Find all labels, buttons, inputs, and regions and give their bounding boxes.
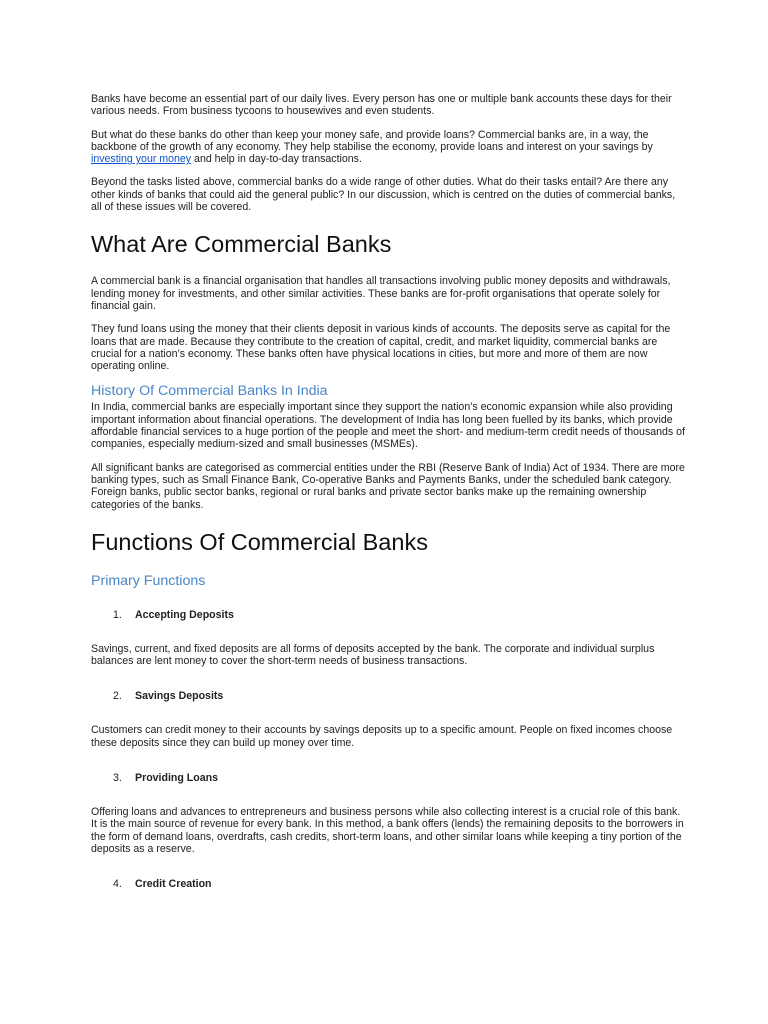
intro-paragraph-2-end: and help in day-to-day transactions. bbox=[191, 153, 362, 166]
function-item-3 bbox=[91, 772, 688, 784]
intro-paragraph-2 bbox=[91, 129, 688, 166]
section-title-history: History Of Commercial Banks In India bbox=[91, 383, 328, 400]
history-paragraph-1: In India, commercial banks are especially important since they support the nation’s economic expansion while also providing important information about financial operations. The development of India has long been fuelled by its banks, which provide affordable financial services to a huge portion of the people and meet the short- and medium-term credit needs of thousands of companies, especially medium-sized and small businesses (MSMEs). bbox=[91, 401, 685, 451]
function-label: Providing Loans bbox=[135, 772, 218, 785]
list-number: 2. bbox=[113, 690, 122, 703]
function-label: Accepting Deposits bbox=[135, 608, 234, 621]
subsection-title-primary-functions: Primary Functions bbox=[91, 572, 206, 589]
function-label: Savings Deposits bbox=[135, 690, 224, 703]
list-number: 1. bbox=[113, 608, 122, 621]
intro-paragraph-2-start: But what do these banks do other than keep your money safe, and provide loans? Commercial banks are, in a way, the backbone of the growth of any economy. They help stabilise the economy, provide loans and interest on your savings by bbox=[91, 128, 653, 153]
investing-your-money-link[interactable]: investing your money bbox=[91, 153, 192, 166]
function-description-3: Offering loans and advances to entrepreneurs and business persons while also collecting interest is a crucial role of this bank. It is the main source of revenue for every bank. In this method, a bank offers (lends) the remaining deposits to the borrowers in the form of demand loans, overdrafts, cash credits, short-term loans, and other similar loans while keeping a tiny portion of the deposits as a reserve. bbox=[91, 806, 684, 855]
list-number: 4. bbox=[113, 878, 122, 891]
function-item-4 bbox=[91, 878, 688, 890]
intro-paragraph-3: Beyond the tasks listed above, commercial banks do a wide range of other duties. What do their tasks entail? Are there any other kinds of banks that could aid the general public? In our discussion, which is centred on the duties of commercial banks, all of these issues will be covered. bbox=[91, 176, 676, 214]
function-description-1: Savings, current, and fixed deposits are all forms of deposits accepted by the bank. The corporate and individual surplus balances are lent money to cover the short-term needs of business transactions. bbox=[91, 642, 655, 668]
function-description-2: Customers can credit money to their accounts by savings deposits up to a specific amount. People on fixed incomes choose these deposits since they can build up money over time. bbox=[91, 724, 673, 749]
function-item-2 bbox=[91, 690, 688, 702]
list-number: 3. bbox=[113, 772, 122, 785]
intro-paragraph-1: Banks have become an essential part of our daily lives. Every person has one or multiple bank accounts these days for their various needs. From business tycoons to housewives and even students. bbox=[91, 93, 672, 118]
section-title-functions: Functions Of Commercial Banks bbox=[91, 528, 428, 555]
function-item-1 bbox=[91, 609, 688, 621]
function-label: Credit Creation bbox=[135, 878, 212, 891]
history-paragraph-2: All significant banks are categorised as commercial entities under the RBI (Reserve Bank of India) Act of 1934. There are more banking types, such as Small Finance Bank, Co-operative Banks and Payments Banks, under the scheduled bank category. Foreign banks, public sector banks, regional or rural banks and private sector banks make up the remaining ownership categories of the banks. bbox=[91, 461, 685, 511]
section-title-what-are-commercial-banks: What Are Commercial Banks bbox=[91, 231, 392, 258]
loans-paragraph: They fund loans using the money that their clients deposit in various kinds of accounts. The deposits serve as capital for the loans that are made. Because they contribute to the creation of capital, credit, and market liquidity, commercial banks are crucial for a nation’s economy. These banks often have physical locations in cities, but more and more of them are now operating online. bbox=[91, 323, 671, 373]
definition-paragraph: A commercial bank is a financial organisation that handles all transactions involving public money deposits and withdrawals, lending money for investments, and other similar activities. These banks are for-profit organisations that operate solely for financial gain. bbox=[91, 275, 671, 312]
